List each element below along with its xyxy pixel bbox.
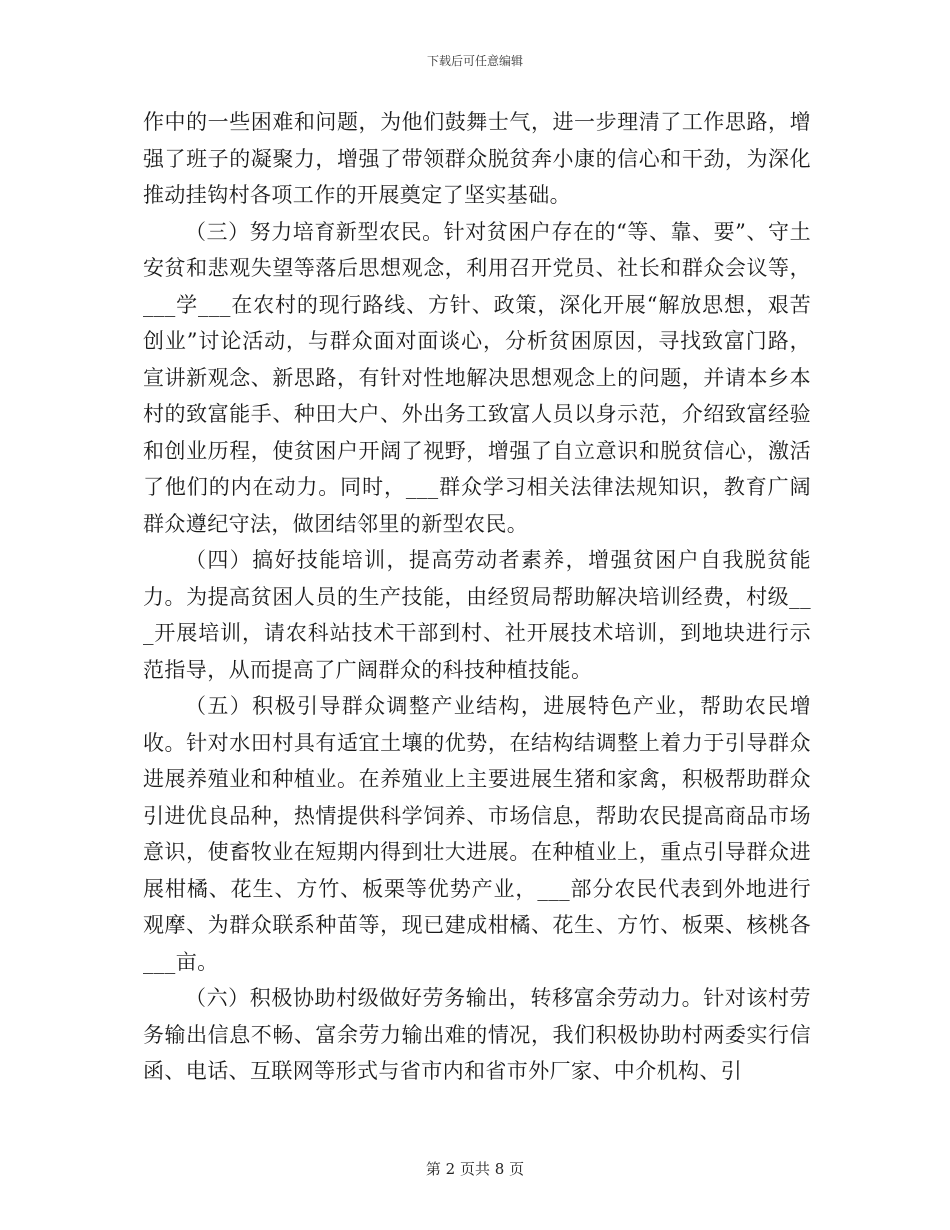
paragraph-section-5: （五）积极引导群众调整产业结构，进展特色产业，帮助农民增收。针对水田村具有适宜土壤的优势，在结构结调整上着力于引导群众进展养殖业和种植业。在养殖业上主要进展生猪和家禽，积极帮助群众引进优良品种，热情提供科学饲养、市场信息，帮助农民提高商品市场意识，使畜牧业在短期内得到壮大进展。在种植业上，重点引导群众进展柑橘、花生、方竹、板栗等优势产业，___部分农民代表到外地进行观摩、为群众联系种苗等，现已建成柑橘、花生、方竹、板栗、核桃各___亩。 [143, 694, 811, 974]
paragraph-section-3: （三）努力培育新型农民。针对贫困户存在的“等、靠、要”、守土安贫和悲观失望等落后思想观念，利用召开党员、社长和群众会议等，___学___在农村的现行路线、方针、政策，深化开展“解放思想，艰苦创业”讨论活动，与群众面对面谈心，分析贫困原因，寻找致富门路，宣讲新观念、新思路，有针对性地解决思想观念上的问题，并请本乡本村的致富能手、种田大户、外出务工致富人员以身示范，介绍致富经验和创业历程，使贫困户开阔了视野，增强了自立意识和脱贫信心，激活了他们的内在动力。同时，___群众学习相关法律法规知识，教育广阔群众遵纪守法，做团结邻里的新型农民。 [143, 219, 811, 536]
document-body [143, 104, 811, 1090]
paragraph-section-4: （四）搞好技能培训，提高劳动者素养，增强贫困户自我脱贫能力。为提高贫困人员的生产技能，由经贸局帮助解决培训经费，村级___开展培训，请农科站技术干部到村、社开展技术培训，到地块进行示范指导，从而提高了广阔群众的科技种植技能。 [143, 548, 811, 682]
paragraph-continuation: 作中的一些困难和问题，为他们鼓舞士气，进一步理清了工作思路，增强了班子的凝聚力，增强了带领群众脱贫奔小康的信心和干劲，为深化推动挂钩村各项工作的开展奠定了坚实基础。 [143, 110, 811, 207]
paragraph-section-6: （六）积极协助村级做好劳务输出，转移富余劳动力。针对该村劳务输出信息不畅、富余劳力输出难的情况，我们积极协助村两委实行信函、电话、互联网等形式与省市内和省市外厂家、中介机构、引 [143, 986, 811, 1083]
page-header: 下载后可任意编辑 [426, 54, 523, 68]
page-number: 第 2 页共 8 页 [425, 1160, 525, 1178]
